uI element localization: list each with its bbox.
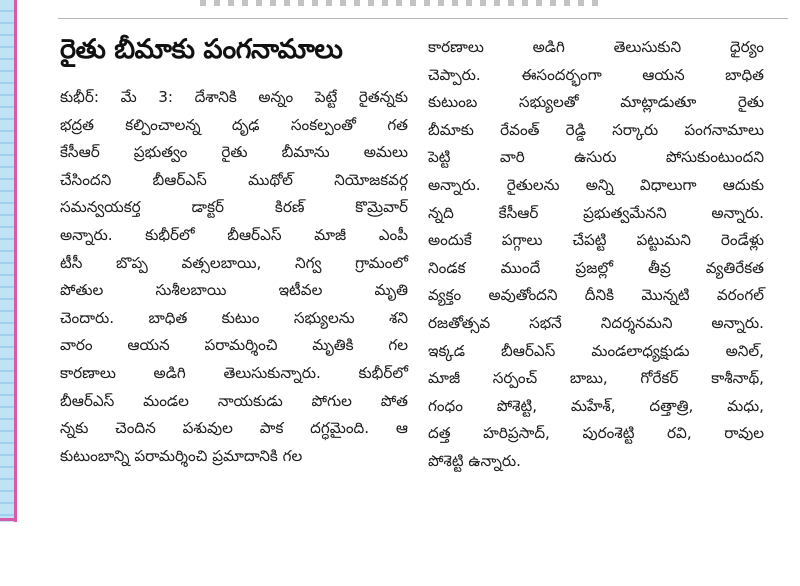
- article-text-line: గంధం పోశెట్టి, మహేశ్‌, దత్తాత్రి, మధు,: [428, 396, 764, 415]
- article-text-line: ఇక్కడ బీఆర్‌ఎస్‌ మండలాధ్యక్షుడు అనిల్‌,: [428, 341, 764, 360]
- article-column-right: [428, 34, 764, 476]
- article-text-line: చెప్పారు. ఈసందర్భంగా ఆయన బాధిత: [428, 65, 764, 84]
- article-text-line: పోతుల సుశీలబాయి ఇటీవల మృతి: [60, 281, 408, 300]
- article-text-line: భద్రత కల్పించాలన్న దృఢ సంకల్పంతో గత: [60, 115, 408, 134]
- article-text-line: దత్త హరిప్రసాద్‌, పురంశెట్టి రవి, రావుల: [428, 424, 764, 443]
- article-text-line: సమన్వయకర్త డాక్టర్‌ కిరణ్‌ కొమ్రెవార్‌: [60, 198, 408, 217]
- article-text-line: కుటుంబ సభ్యులతో మాట్లాడుతూ రైతు: [428, 93, 764, 112]
- article-text-line: పెట్టి వారి ఉసురు పోసుకుంటుందని: [428, 148, 764, 167]
- article-body-left: [60, 84, 408, 470]
- article-text-line: అన్నారు. కుభీర్‌లో బీఆర్‌ఎస్‌ మాజీ ఎంపీ: [60, 225, 408, 244]
- top-clipped-text: [200, 0, 600, 6]
- article-text-line: మాజీ సర్పంచ్‌ బాబు, గోరేకర్‌ కాశీనాథ్‌,: [428, 369, 764, 388]
- article-text-line: చేసిందని బీఆర్‌ఎస్‌ ముథోల్‌ నియోజకవర్గ: [60, 170, 408, 189]
- article-text-line: కారణాలు అడిగి తెలుసుకుని ధైర్యం: [428, 38, 764, 56]
- article-text-line: పోశెట్టి ఉన్నారు.: [428, 451, 521, 470]
- article-text-line: చెందారు. బాధిత కుటుం సభ్యులను శని: [60, 308, 408, 327]
- section-divider: [58, 18, 788, 19]
- article-text-line: కుటుంబాన్ని పరామర్శించి ప్రమాదానికి గల: [60, 446, 303, 465]
- article-text-line: నిండక ముందే ప్రజల్లో తీవ్ర వ్యతిరేకత: [428, 258, 764, 277]
- article-column-left: [60, 30, 408, 470]
- article-text-line: న్నది కేసీఆర్‌ ప్రభుత్వమేనని అన్నారు.: [428, 203, 764, 222]
- article-text-line: వారం ఆయన పరామర్శించి మృతికి గల: [60, 336, 408, 355]
- adjacent-column-border-corner: [0, 518, 17, 521]
- article-text-line: కుభీర్‌: మే 3: దేశానికి అన్నం పెట్టే రైతన్నకు: [60, 88, 408, 106]
- article-text-line: టీసీ బొప్ప వత్సలబాయి, నిగ్వ గ్రామంలో: [60, 253, 408, 272]
- article-headline: రైతు బీమాకు పంగనామాలు: [60, 34, 343, 65]
- article-text-line: న్నకు చెందిన పశువుల పాక దగ్ధమైంది. ఆ: [60, 419, 408, 438]
- article-text-line: వ్యక్తం అవుతోందని దీనికి మొన్నటి వరంగల్‌: [428, 286, 764, 305]
- article-text-line: అన్నారు. రైతులను అన్ని విధాలుగా ఆదుకు: [428, 175, 764, 194]
- article-text-line: బీఆర్‌ఎస్‌ మండల నాయకుడు పోగుల పోత: [60, 391, 408, 410]
- article-body-right: [428, 34, 764, 476]
- article-text-line: కారణాలు అడిగి తెలుసుకున్నారు. కుభీర్‌లో: [60, 363, 408, 382]
- article-text-line: కేసీఆర్‌ ప్రభుత్వం రైతు బీమాను అమలు: [60, 143, 408, 162]
- article-text-line: అందుకే పగ్గాలు చేపట్టి పట్టుమని రెండేళ్లు: [428, 231, 764, 250]
- adjacent-column-border: [0, 0, 17, 522]
- article-text-line: బీమాకు రేవంత్‌ రెడ్డి సర్కారు పంగనామాలు: [428, 120, 764, 139]
- article-text-line: రజతోత్సవ సభనే నిదర్శనమని అన్నారు.: [428, 313, 764, 332]
